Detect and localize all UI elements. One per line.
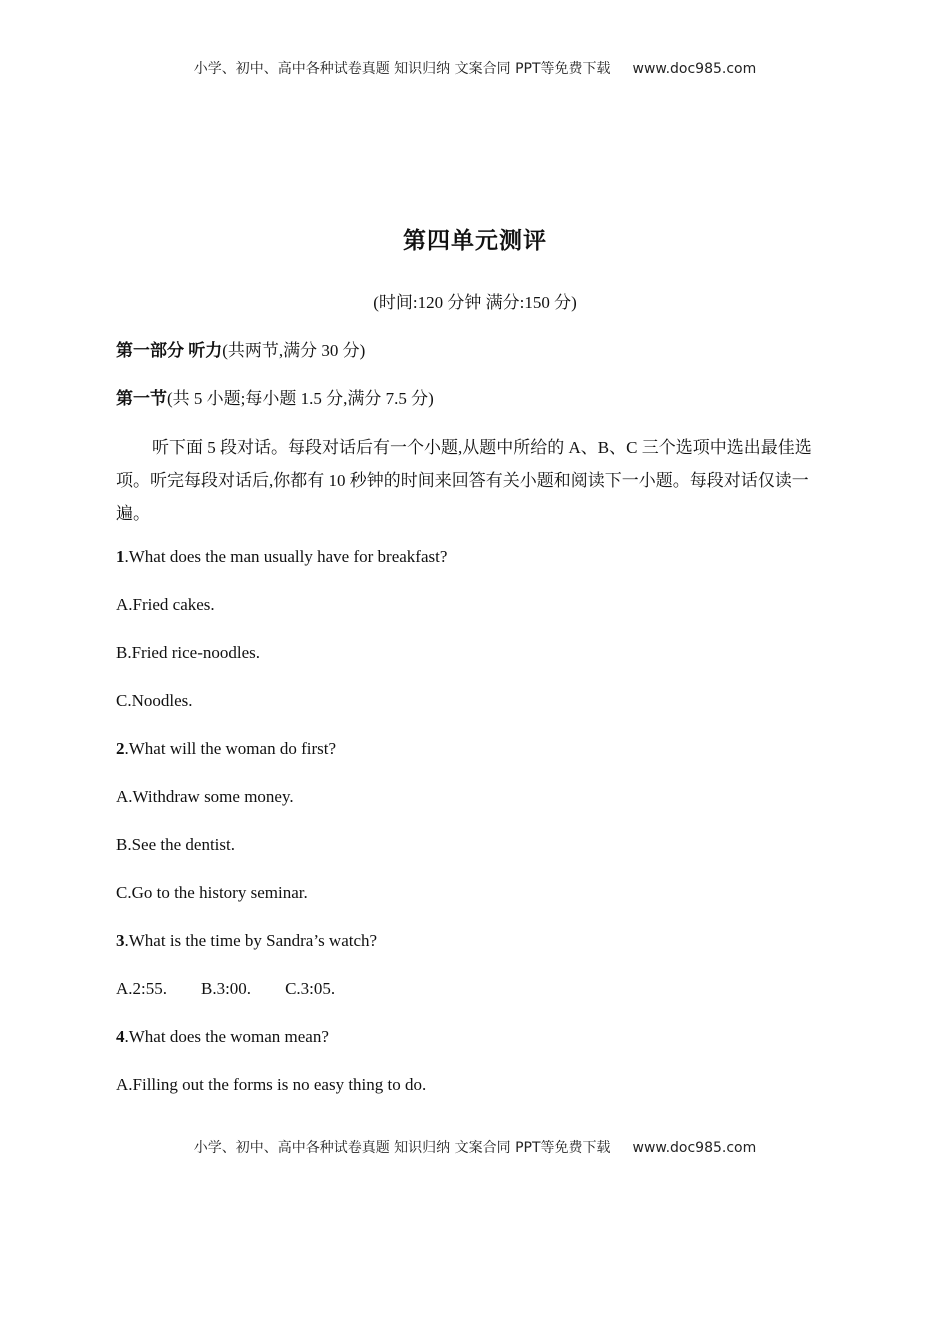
option-c: C.Noodles.: [116, 691, 193, 710]
question-number: 1: [116, 547, 125, 566]
option-a: A.2:55.: [116, 979, 167, 998]
page-footer: [0, 1137, 950, 1157]
question-2: [116, 739, 336, 759]
question-text: .What is the time by Sandra’s watch?: [124, 931, 378, 950]
question-text: .What will the woman do first?: [124, 739, 337, 758]
question-text: .What does the man usually have for breakfast?: [124, 547, 448, 566]
question-number: 3: [116, 931, 125, 950]
question-4: [116, 1027, 329, 1047]
question-number: 2: [116, 739, 125, 758]
page-title: 第四单元测评: [403, 228, 547, 254]
question-3: [116, 931, 377, 951]
options-row: [116, 979, 335, 999]
part-1-note: (共两节,满分 30 分): [222, 341, 366, 360]
option-c: C.Go to the history seminar.: [116, 883, 308, 902]
option-a: A.Filling out the forms is no easy thing to do.: [116, 1075, 427, 1094]
page-header: [0, 58, 950, 78]
footer-url[interactable]: www.doc985.com: [632, 1140, 757, 1156]
footer-text: 小学、初中、高中各种试卷真题 知识归纳 文案合同 PPT等免费下载: [193, 1140, 611, 1156]
header-url[interactable]: www.doc985.com: [632, 61, 757, 77]
part-1-heading: [116, 336, 365, 361]
section-1-heading: [116, 384, 434, 409]
question-1: [116, 547, 447, 567]
exam-time-score: (时间:120 分钟 满分:150 分): [373, 293, 577, 312]
option-a: A.Fried cakes.: [116, 595, 215, 614]
instructions-paragraph: 听下面 5 段对话。每段对话后有一个小题,从题中所给的 A、B、C 三个选项中选出最佳选项。听完每段对话后,你都有 10 秒钟的时间来回答有关小题和阅读下一小题。每段对话仅读一遍。: [116, 438, 812, 523]
question-text: .What does the woman mean?: [124, 1027, 329, 1046]
option-b: B.See the dentist.: [116, 835, 235, 854]
section-1-label: 第一节: [116, 389, 167, 408]
section-1-note: (共 5 小题;每小题 1.5 分,满分 7.5 分): [167, 389, 434, 408]
header-text: 小学、初中、高中各种试卷真题 知识归纳 文案合同 PPT等免费下载: [193, 61, 611, 77]
option-b: B.3:00.: [201, 979, 252, 998]
part-1-label: 第一部分 听力: [116, 341, 223, 360]
option-b: B.Fried rice-noodles.: [116, 643, 260, 662]
option-c: C.3:05.: [285, 979, 336, 998]
option-a: A.Withdraw some money.: [116, 787, 294, 806]
question-number: 4: [116, 1027, 125, 1046]
